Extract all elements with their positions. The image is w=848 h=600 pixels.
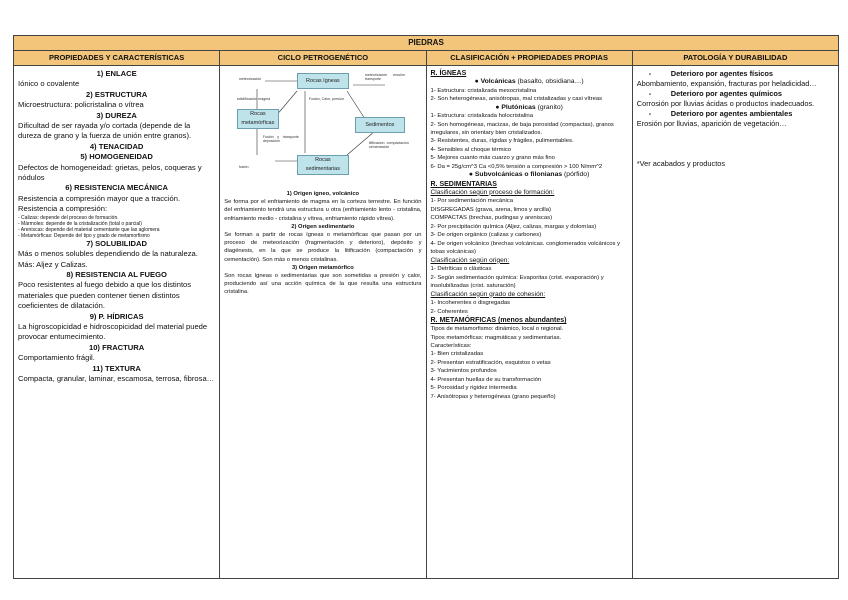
clasificacion-formacion-line: 4- De origen volcánico (brechas volcánicas. conglomerados volcánicos y tobas volcánicas)	[430, 240, 621, 256]
hidricas-heading: 9) P. HÍDRICAS	[89, 311, 144, 321]
clasificacion-cohesion-line: 2- Coherentes	[430, 308, 468, 315]
quimicos-heading	[637, 89, 834, 99]
node-rocas-igneas: Rocas ígneas	[297, 73, 349, 89]
textura-heading: 11) TEXTURA	[92, 363, 141, 373]
ambientales-label: Deterioro por agentes ambientales	[670, 109, 793, 118]
metamorficas-line: 2- Presentan estratificación, esquistos o vetas	[430, 359, 551, 366]
textura-text: Compacta, granular, laminar, escamosa, terrosa, fibrosa…	[18, 373, 215, 383]
clasificacion-formacion-heading: Clasificación según proceso de formación:	[430, 188, 555, 196]
origen-metamorfico-text: Son rocas ígneas o sedimentarias que son sometidas a presión y calor, produciendo así una acción química de la que resulta una estructura cristalina.	[224, 273, 422, 296]
header-propiedades: PROPIEDADES Y CARACTERÍSTICAS	[14, 51, 220, 66]
dureza-heading: 3) DUREZA	[96, 110, 137, 120]
subvolcanicas-examples: (pórfido)	[562, 171, 590, 179]
metamorficas-line: Tipos de metamorfismo: dinámico, local o regional.	[430, 326, 564, 333]
fractura-heading: 10) FRACTURA	[88, 342, 145, 352]
solubilidad-heading: 7) SOLUBILIDAD	[86, 238, 147, 248]
volcanicas-examples: (basalto, obsidiana…)	[515, 78, 584, 85]
clasificacion-formacion-line: COMPACTAS (brechas, pudingas y areniscas)	[430, 215, 553, 222]
rock-cycle-diagram	[235, 69, 411, 187]
volcanicas-bullet: ● Volcánicas (basalto, obsidiana…)	[474, 78, 584, 85]
volcanicas-line: 1- Estructura: cristalizada mesocristalina	[430, 87, 537, 94]
resistencia-heading: 6) RESISTENCIA MECÁNICA	[65, 183, 168, 193]
label-fusion-calor: Fusión, Calor, presión	[308, 97, 344, 101]
subvolcanicas-label: Subvolcánicas o filonianas	[474, 171, 563, 179]
dash-marker: -	[648, 89, 652, 98]
estructura-heading: 2) ESTRUCTURA	[86, 89, 148, 99]
metamorficas-line: Características:	[430, 342, 472, 349]
fisicos-text: Abombamiento, expansión, fracturas por heladicidad…	[636, 79, 817, 88]
clasificacion-cohesion-line: 1- Incoherentes o disgregadas	[430, 300, 511, 307]
table-title: PIEDRAS	[14, 36, 839, 51]
dureza-text: Dificultad de ser rayada y/o cortada (depende de la dureza de grano y la fuerza de unión entre granos).	[18, 121, 192, 141]
summary-table-page	[13, 35, 839, 585]
piedras-table	[13, 35, 839, 579]
metamorficas-heading: R. METAMÓRFICAS (menos abundantes)	[430, 317, 567, 325]
label-fusion-transporte: Fusión y transporte deposición	[262, 135, 299, 144]
volcanicas-label: Volcánicas	[480, 78, 516, 85]
origen-igneo-text: Se forma por el enfriamiento de magma en la corteza terrestre. En función del enfriamiento tendrá una estructura u otra (enfriamiento lento - cristalina, enfriamiento medio - cristalina y vítrea, enfriamiento rápido vítrea).	[224, 199, 422, 222]
homogeneidad-text: Defectos de homogeneidad: grietas, pelos, coqueras y nódulos	[18, 162, 202, 183]
metamorficas-line: 5- Porosidad y rigidez intermedia	[430, 385, 517, 392]
metamorficas-line: 7- Anisótropas y heterogéneas (grano pequeño)	[430, 393, 556, 400]
acabados-note: *Ver acabados y productos	[636, 159, 726, 168]
origen-sedimentario-text: Se forman a partir de rocas ígneas o metamórficas que pasan por un proceso de meteorización (fragmentación y deterioro), depósito y diagénesis, en la que se produce la litificación (compactación y cementación). Son más o menos cristalinas.	[224, 232, 422, 263]
plutonicas-examples: (granito)	[535, 103, 563, 111]
igneas-heading: R. ÍGNEAS	[430, 70, 467, 77]
node-sedimentos: Sedimentos	[355, 117, 405, 133]
header-ciclo: CICLO PETROGENÉTICO	[220, 51, 426, 66]
plutonicas-line: 2- Son homogéneas, macizas, de baja porosidad (compactas), granos irregulares, sin orientary bien cristalizados.	[430, 121, 614, 136]
volcanicas-line: 2- Son heterogéneas, anisótropas, mal cristalizadas y casi vítreas	[430, 96, 603, 103]
plutonicas-line: 4- Sensibles al choque térmico	[430, 146, 512, 153]
metamorficas-line: Tipos metamórficas: magmáticas y sedimentarias.	[430, 334, 562, 341]
quimicos-text: Corrosión por lluvias ácidas o productos inadecuados.	[636, 99, 815, 108]
resistencia-note: - Metamórficas: Depende del tipo y grado de metamorfismo	[18, 232, 150, 239]
resistencia-note: - Calizas: depende del proceso de formación.	[18, 214, 119, 221]
ambientales-text: Erosión por lluvias, aparición de vegetación…	[636, 119, 787, 128]
dash-marker: -	[648, 109, 652, 118]
label-fusion: fusión	[238, 165, 249, 169]
fuego-heading: 8) RESISTENCIA AL FUEGO	[66, 269, 167, 279]
fisicos-label: Deterioro por agentes físicos	[670, 69, 774, 78]
plutonicas-bullet: ● Plutónicas (granito)	[495, 103, 563, 111]
column-ciclo	[220, 66, 426, 579]
label-meteorizacion: meteorización	[238, 77, 262, 81]
metamorficas-line: 3- Yacimientos profundos	[430, 368, 497, 375]
enlace-text: Iónico o covalente	[18, 79, 80, 89]
column-patologia	[632, 66, 838, 579]
origen-igneo-heading: 1) Origen ígneo, volcánico	[286, 191, 360, 197]
header-patologia: PATOLOGÍA Y DURABILIDAD	[632, 51, 838, 66]
node-rocas-metamorficas: Rocas metamórficas	[237, 109, 279, 129]
clasificacion-origen-heading: Clasificación según origen:	[430, 256, 510, 264]
clasificacion-cohesion-heading: Clasificación según grado de cohesión:	[430, 290, 546, 298]
plutonicas-label: Plutónicas	[501, 103, 536, 111]
label-meteorizacion-erosion: meteorización erosión transporte	[364, 73, 405, 82]
plutonicas-line: 3- Resistentes, duras, rígidas y frágiles, pulimentables.	[430, 138, 574, 145]
plutonicas-line: 6- Da = 25g/cm^3 Ca <0,5% tensión a compresión > 100 N/mm^2	[430, 163, 603, 170]
column-propiedades	[14, 66, 220, 579]
sedimentarias-heading: R. SEDIMENTARIAS	[430, 180, 497, 188]
node-rocas-sedimentarias: Rocas sedimentarias	[297, 155, 349, 175]
estructura-text: Microestructura: policristalina o vítrea	[18, 100, 144, 110]
fisicos-heading	[637, 69, 834, 79]
clasificacion-origen-line: 2- Según sedimentación química: Evaporitas (crist. evaporación) y insolubilizadas (crist. saturación)	[430, 274, 604, 290]
clasificacion-formacion-line: DISGREGADAS (grava, arena, limos y arcilla)	[430, 206, 551, 213]
metamorficas-line: 1- Bien cristalizadas	[430, 351, 484, 358]
metamorficas-line: 4- Presentan huellas de su transformación	[430, 376, 542, 383]
label-solidificacion: solidificación magma	[236, 97, 271, 101]
clasificacion-formacion-line: 3- De origen orgánico (calizas y carbones)	[430, 232, 542, 239]
subvolcanicas-bullet: ● Subvolcánicas o filonianas (pórfido)	[468, 171, 590, 179]
header-clasificacion: CLASIFICACIÓN + PROPIEDADES PROPIAS	[426, 51, 632, 66]
fuego-text: Poco resistentes al fuego debido a que los distintos materiales que pueden contener tienen distintos coeficientes de dilatación.	[18, 280, 192, 311]
clasificacion-origen-line: 1- Detríticas o clásticas	[430, 266, 492, 273]
fractura-text: Comportamiento frágil.	[18, 353, 95, 363]
resistencia-note: - Areniscas: depende del material cementante que las aglomera	[18, 226, 160, 233]
enlace-heading: 1) ENLACE	[96, 69, 137, 78]
tenacidad-heading: 4) TENACIDAD	[89, 141, 144, 151]
homogeneidad-heading: 5) HOMOGENEIDAD	[80, 152, 153, 162]
resistencia-note: - Mármoles: depende de la cristalización (total o parcial)	[18, 220, 142, 227]
dash-marker: -	[648, 69, 652, 78]
plutonicas-line: 1- Estructura: cristalizada holocristalina	[430, 113, 533, 120]
hidricas-text: La higroscopicidad e hidroscopicidad del material puede provocar entumecimiento.	[18, 321, 208, 342]
clasificacion-formacion-line: 2- Por precipitación química (Aljez, calizas, margas y dolomías)	[430, 223, 597, 230]
solubilidad-text: Más o menos solubles dependiendo de la naturaleza. Más: Aljez y Calizas.	[18, 249, 198, 269]
ambientales-heading	[637, 109, 834, 119]
quimicos-label: Deterioro por agentes químicos	[670, 89, 783, 98]
origen-sedimentario-heading: 2) Origen sedimentario	[291, 223, 355, 230]
resistencia-text: Resistencia a compresión mayor que a tracción. Resistencia a compresión:	[18, 193, 181, 214]
origen-metamorfico-heading: 3) Origen metamórfico	[291, 264, 354, 271]
clasificacion-formacion-line: 1- Por sedimentación mecánica	[430, 198, 514, 205]
column-clasificacion	[426, 66, 632, 579]
plutonicas-line: 5- Mejores cuanto más cuarzo y grano más fino	[430, 155, 555, 162]
label-litificacion: litificación compactación cementación	[368, 141, 409, 150]
